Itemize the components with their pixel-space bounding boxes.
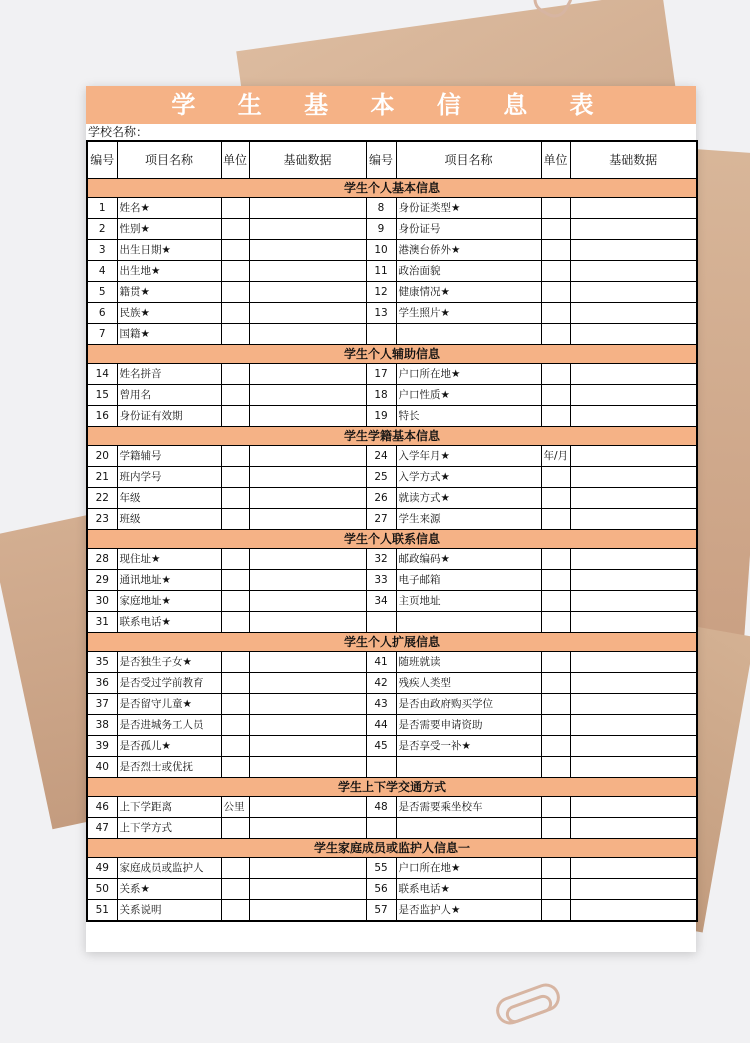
section-header bbox=[87, 778, 697, 797]
section-header bbox=[87, 839, 697, 858]
data-cell[interactable] bbox=[249, 509, 366, 530]
unit-cell[interactable] bbox=[221, 385, 249, 406]
item-name: 关系说明 bbox=[117, 900, 221, 922]
item-name: 是否受过学前教育 bbox=[117, 673, 221, 694]
unit-cell[interactable] bbox=[221, 858, 249, 879]
unit-cell[interactable] bbox=[541, 219, 570, 240]
row-number: 6 bbox=[87, 303, 117, 324]
data-cell[interactable] bbox=[570, 736, 697, 757]
unit-cell[interactable] bbox=[541, 198, 570, 219]
row-number: 32 bbox=[366, 549, 396, 570]
table-row bbox=[87, 467, 697, 488]
header-item: 项目名称 bbox=[396, 141, 541, 179]
row-number: 13 bbox=[366, 303, 396, 324]
unit-cell[interactable] bbox=[221, 467, 249, 488]
data-cell[interactable] bbox=[249, 219, 366, 240]
unit-cell[interactable] bbox=[221, 406, 249, 427]
item-name: 家庭地址★ bbox=[117, 591, 221, 612]
row-number: 40 bbox=[87, 757, 117, 778]
data-cell[interactable] bbox=[570, 198, 697, 219]
data-cell[interactable] bbox=[570, 303, 697, 324]
item-name: 是否由政府购买学位 bbox=[396, 694, 541, 715]
data-cell[interactable] bbox=[570, 673, 697, 694]
row-number: 23 bbox=[87, 509, 117, 530]
data-cell[interactable] bbox=[249, 879, 366, 900]
section-header bbox=[87, 427, 697, 446]
unit-cell[interactable] bbox=[541, 858, 570, 879]
section-title: 学生学籍基本信息 bbox=[87, 427, 697, 446]
item-name bbox=[396, 818, 541, 839]
row-number: 12 bbox=[366, 282, 396, 303]
data-cell[interactable] bbox=[249, 324, 366, 345]
table-body bbox=[87, 179, 697, 922]
unit-cell[interactable]: 年/月 bbox=[541, 446, 570, 467]
unit-cell[interactable] bbox=[221, 219, 249, 240]
row-number: 41 bbox=[366, 652, 396, 673]
unit-cell[interactable] bbox=[221, 240, 249, 261]
item-name: 上下学方式 bbox=[117, 818, 221, 839]
table-row bbox=[87, 797, 697, 818]
unit-cell[interactable] bbox=[221, 570, 249, 591]
item-name: 政治面貌 bbox=[396, 261, 541, 282]
item-name: 学生照片★ bbox=[396, 303, 541, 324]
unit-cell[interactable] bbox=[221, 303, 249, 324]
data-cell[interactable] bbox=[570, 879, 697, 900]
item-name: 是否监护人★ bbox=[396, 900, 541, 922]
section-header bbox=[87, 633, 697, 652]
item-name: 曾用名 bbox=[117, 385, 221, 406]
unit-cell[interactable] bbox=[221, 900, 249, 922]
header-unit: 单位 bbox=[221, 141, 249, 179]
unit-cell[interactable] bbox=[221, 549, 249, 570]
item-name: 是否烈士或优抚 bbox=[117, 757, 221, 778]
row-number: 21 bbox=[87, 467, 117, 488]
header-unit: 单位 bbox=[541, 141, 570, 179]
row-number: 5 bbox=[87, 282, 117, 303]
data-cell[interactable] bbox=[249, 900, 366, 922]
section-header bbox=[87, 345, 697, 364]
table-row bbox=[87, 509, 697, 530]
unit-cell[interactable] bbox=[541, 364, 570, 385]
data-cell[interactable] bbox=[570, 694, 697, 715]
table-row bbox=[87, 612, 697, 633]
row-number bbox=[366, 757, 396, 778]
row-number: 3 bbox=[87, 240, 117, 261]
table-row bbox=[87, 818, 697, 839]
item-name bbox=[396, 757, 541, 778]
unit-cell[interactable] bbox=[541, 282, 570, 303]
item-name: 是否需要乘坐校车 bbox=[396, 797, 541, 818]
unit-cell[interactable] bbox=[221, 612, 249, 633]
data-cell[interactable] bbox=[570, 324, 697, 345]
item-name: 入学年月★ bbox=[396, 446, 541, 467]
row-number: 24 bbox=[366, 446, 396, 467]
data-cell[interactable] bbox=[249, 446, 366, 467]
data-cell[interactable] bbox=[570, 591, 697, 612]
item-name: 电子邮箱 bbox=[396, 570, 541, 591]
item-name: 学生来源 bbox=[396, 509, 541, 530]
unit-cell[interactable] bbox=[541, 488, 570, 509]
item-name: 关系★ bbox=[117, 879, 221, 900]
data-cell[interactable] bbox=[570, 261, 697, 282]
table-row bbox=[87, 303, 697, 324]
header-num: 编号 bbox=[87, 141, 117, 179]
table-row bbox=[87, 198, 697, 219]
unit-cell[interactable] bbox=[541, 673, 570, 694]
row-number: 1 bbox=[87, 198, 117, 219]
data-cell[interactable] bbox=[249, 303, 366, 324]
item-name: 籍贯★ bbox=[117, 282, 221, 303]
data-cell[interactable] bbox=[249, 406, 366, 427]
item-name: 姓名★ bbox=[117, 198, 221, 219]
table-row bbox=[87, 282, 697, 303]
header-num: 编号 bbox=[366, 141, 396, 179]
table-row bbox=[87, 488, 697, 509]
row-number: 19 bbox=[366, 406, 396, 427]
unit-cell[interactable] bbox=[221, 591, 249, 612]
unit-cell[interactable] bbox=[541, 549, 570, 570]
unit-cell[interactable] bbox=[541, 324, 570, 345]
item-name bbox=[396, 612, 541, 633]
section-header bbox=[87, 179, 697, 198]
table-row bbox=[87, 736, 697, 757]
row-number: 50 bbox=[87, 879, 117, 900]
item-name: 随班就读 bbox=[396, 652, 541, 673]
item-name: 年级 bbox=[117, 488, 221, 509]
row-number bbox=[366, 612, 396, 633]
data-cell[interactable] bbox=[249, 467, 366, 488]
unit-cell[interactable] bbox=[221, 652, 249, 673]
row-number: 33 bbox=[366, 570, 396, 591]
unit-cell[interactable] bbox=[541, 509, 570, 530]
row-number: 26 bbox=[366, 488, 396, 509]
table-row bbox=[87, 240, 697, 261]
item-name: 是否独生子女★ bbox=[117, 652, 221, 673]
section-title: 学生上下学交通方式 bbox=[87, 778, 697, 797]
item-name: 上下学距离 bbox=[117, 797, 221, 818]
row-number: 47 bbox=[87, 818, 117, 839]
item-name: 出生地★ bbox=[117, 261, 221, 282]
table-row bbox=[87, 858, 697, 879]
unit-cell[interactable] bbox=[221, 715, 249, 736]
unit-cell[interactable] bbox=[541, 385, 570, 406]
row-number: 10 bbox=[366, 240, 396, 261]
unit-cell[interactable] bbox=[221, 261, 249, 282]
section-title: 学生个人扩展信息 bbox=[87, 633, 697, 652]
item-name bbox=[396, 324, 541, 345]
table-row bbox=[87, 900, 697, 922]
table-row bbox=[87, 715, 697, 736]
table-row bbox=[87, 446, 697, 467]
item-name: 学籍辅号 bbox=[117, 446, 221, 467]
data-cell[interactable] bbox=[570, 652, 697, 673]
unit-cell[interactable] bbox=[221, 324, 249, 345]
data-cell[interactable] bbox=[249, 240, 366, 261]
data-cell[interactable] bbox=[570, 818, 697, 839]
row-number: 22 bbox=[87, 488, 117, 509]
item-name: 就读方式★ bbox=[396, 488, 541, 509]
info-sheet bbox=[86, 86, 696, 952]
row-number: 42 bbox=[366, 673, 396, 694]
unit-cell[interactable] bbox=[541, 757, 570, 778]
row-number: 8 bbox=[366, 198, 396, 219]
item-name: 联系电话★ bbox=[396, 879, 541, 900]
item-name: 健康情况★ bbox=[396, 282, 541, 303]
unit-cell[interactable] bbox=[221, 736, 249, 757]
data-cell[interactable] bbox=[570, 467, 697, 488]
data-cell[interactable] bbox=[249, 612, 366, 633]
section-title: 学生家庭成员或监护人信息一 bbox=[87, 839, 697, 858]
row-number: 28 bbox=[87, 549, 117, 570]
table-row bbox=[87, 591, 697, 612]
unit-cell[interactable] bbox=[541, 694, 570, 715]
row-number: 39 bbox=[87, 736, 117, 757]
section-header bbox=[87, 530, 697, 549]
data-cell[interactable] bbox=[570, 900, 697, 922]
data-cell[interactable] bbox=[570, 757, 697, 778]
table-row bbox=[87, 385, 697, 406]
row-number: 51 bbox=[87, 900, 117, 922]
data-cell[interactable] bbox=[570, 715, 697, 736]
unit-cell[interactable] bbox=[541, 900, 570, 922]
table-row bbox=[87, 673, 697, 694]
header-row bbox=[87, 141, 697, 179]
data-cell[interactable] bbox=[249, 652, 366, 673]
item-name: 入学方式★ bbox=[396, 467, 541, 488]
item-name: 国籍★ bbox=[117, 324, 221, 345]
item-name: 家庭成员或监护人 bbox=[117, 858, 221, 879]
unit-cell[interactable] bbox=[221, 673, 249, 694]
data-cell[interactable] bbox=[570, 509, 697, 530]
row-number: 37 bbox=[87, 694, 117, 715]
row-number: 56 bbox=[366, 879, 396, 900]
item-name: 邮政编码★ bbox=[396, 549, 541, 570]
school-name-label: 学校名称： bbox=[88, 125, 149, 139]
item-name: 特长 bbox=[396, 406, 541, 427]
data-cell[interactable] bbox=[570, 282, 697, 303]
data-cell[interactable] bbox=[570, 549, 697, 570]
row-number: 4 bbox=[87, 261, 117, 282]
table-row bbox=[87, 364, 697, 385]
table-row bbox=[87, 406, 697, 427]
unit-cell[interactable] bbox=[541, 570, 570, 591]
data-cell[interactable] bbox=[570, 570, 697, 591]
data-cell[interactable] bbox=[249, 858, 366, 879]
data-cell[interactable] bbox=[249, 694, 366, 715]
item-name: 港澳台侨外★ bbox=[396, 240, 541, 261]
row-number: 15 bbox=[87, 385, 117, 406]
row-number: 25 bbox=[366, 467, 396, 488]
data-cell[interactable] bbox=[570, 219, 697, 240]
item-name: 是否孤儿★ bbox=[117, 736, 221, 757]
row-number: 16 bbox=[87, 406, 117, 427]
item-name: 通讯地址★ bbox=[117, 570, 221, 591]
data-cell[interactable] bbox=[570, 446, 697, 467]
data-cell[interactable] bbox=[249, 385, 366, 406]
section-title: 学生个人基本信息 bbox=[87, 179, 697, 198]
row-number: 17 bbox=[366, 364, 396, 385]
unit-cell[interactable] bbox=[221, 818, 249, 839]
unit-cell[interactable] bbox=[541, 797, 570, 818]
unit-cell[interactable] bbox=[541, 591, 570, 612]
unit-cell[interactable] bbox=[221, 364, 249, 385]
row-number: 57 bbox=[366, 900, 396, 922]
data-cell[interactable] bbox=[249, 673, 366, 694]
item-name: 出生日期★ bbox=[117, 240, 221, 261]
row-number: 35 bbox=[87, 652, 117, 673]
page-title: 学 生 基 本 信 息 表 bbox=[86, 86, 696, 124]
student-info-table bbox=[86, 140, 698, 922]
row-number: 55 bbox=[366, 858, 396, 879]
data-cell[interactable] bbox=[249, 757, 366, 778]
item-name: 身份证有效期 bbox=[117, 406, 221, 427]
unit-cell[interactable] bbox=[541, 467, 570, 488]
row-number: 44 bbox=[366, 715, 396, 736]
row-number: 38 bbox=[87, 715, 117, 736]
row-number: 14 bbox=[87, 364, 117, 385]
item-name: 身份证号 bbox=[396, 219, 541, 240]
row-number bbox=[366, 818, 396, 839]
table-row bbox=[87, 261, 697, 282]
row-number: 31 bbox=[87, 612, 117, 633]
item-name: 是否留守儿童★ bbox=[117, 694, 221, 715]
unit-cell[interactable] bbox=[221, 757, 249, 778]
unit-cell[interactable] bbox=[221, 198, 249, 219]
unit-cell[interactable] bbox=[541, 715, 570, 736]
table-row bbox=[87, 324, 697, 345]
data-cell[interactable] bbox=[249, 715, 366, 736]
data-cell[interactable] bbox=[570, 364, 697, 385]
data-cell[interactable] bbox=[570, 240, 697, 261]
section-title: 学生个人联系信息 bbox=[87, 530, 697, 549]
row-number: 2 bbox=[87, 219, 117, 240]
item-name: 班内学号 bbox=[117, 467, 221, 488]
data-cell[interactable] bbox=[249, 797, 366, 818]
item-name: 是否享受一补★ bbox=[396, 736, 541, 757]
unit-cell[interactable] bbox=[541, 736, 570, 757]
row-number: 34 bbox=[366, 591, 396, 612]
item-name: 户口所在地★ bbox=[396, 364, 541, 385]
data-cell[interactable] bbox=[249, 198, 366, 219]
data-cell[interactable] bbox=[249, 736, 366, 757]
unit-cell[interactable] bbox=[221, 879, 249, 900]
row-number: 36 bbox=[87, 673, 117, 694]
row-number bbox=[366, 324, 396, 345]
section-title: 学生个人辅助信息 bbox=[87, 345, 697, 364]
data-cell[interactable] bbox=[570, 406, 697, 427]
data-cell[interactable] bbox=[249, 549, 366, 570]
item-name: 民族★ bbox=[117, 303, 221, 324]
item-name: 残疾人类型 bbox=[396, 673, 541, 694]
item-name: 主页地址 bbox=[396, 591, 541, 612]
data-cell[interactable] bbox=[249, 261, 366, 282]
unit-cell[interactable] bbox=[541, 652, 570, 673]
data-cell[interactable] bbox=[249, 488, 366, 509]
row-number: 30 bbox=[87, 591, 117, 612]
unit-cell[interactable] bbox=[541, 240, 570, 261]
item-name: 身份证类型★ bbox=[396, 198, 541, 219]
data-cell[interactable] bbox=[249, 364, 366, 385]
table-row bbox=[87, 757, 697, 778]
row-number: 27 bbox=[366, 509, 396, 530]
data-cell[interactable] bbox=[570, 385, 697, 406]
unit-cell[interactable] bbox=[221, 446, 249, 467]
unit-cell[interactable] bbox=[541, 879, 570, 900]
data-cell[interactable] bbox=[249, 282, 366, 303]
unit-cell[interactable] bbox=[541, 818, 570, 839]
unit-cell[interactable] bbox=[541, 612, 570, 633]
item-name: 户口所在地★ bbox=[396, 858, 541, 879]
unit-cell[interactable] bbox=[221, 488, 249, 509]
row-number: 48 bbox=[366, 797, 396, 818]
item-name: 班级 bbox=[117, 509, 221, 530]
table-row bbox=[87, 219, 697, 240]
table-row bbox=[87, 570, 697, 591]
item-name: 户口性质★ bbox=[396, 385, 541, 406]
row-number: 20 bbox=[87, 446, 117, 467]
unit-cell[interactable] bbox=[541, 261, 570, 282]
data-cell[interactable] bbox=[570, 488, 697, 509]
unit-cell[interactable] bbox=[541, 303, 570, 324]
table-row bbox=[87, 694, 697, 715]
data-cell[interactable] bbox=[249, 570, 366, 591]
row-number: 29 bbox=[87, 570, 117, 591]
unit-cell[interactable] bbox=[221, 282, 249, 303]
item-name: 姓名拼音 bbox=[117, 364, 221, 385]
row-number: 11 bbox=[366, 261, 396, 282]
item-name: 现住址★ bbox=[117, 549, 221, 570]
row-number: 9 bbox=[366, 219, 396, 240]
row-number: 49 bbox=[87, 858, 117, 879]
header-data: 基础数据 bbox=[570, 141, 697, 179]
unit-cell[interactable]: 公里 bbox=[221, 797, 249, 818]
item-name: 是否需要申请资助 bbox=[396, 715, 541, 736]
data-cell[interactable] bbox=[249, 591, 366, 612]
unit-cell[interactable] bbox=[221, 694, 249, 715]
row-number: 45 bbox=[366, 736, 396, 757]
data-cell[interactable] bbox=[570, 797, 697, 818]
unit-cell[interactable] bbox=[221, 509, 249, 530]
item-name: 性别★ bbox=[117, 219, 221, 240]
table-row bbox=[87, 652, 697, 673]
item-name: 联系电话★ bbox=[117, 612, 221, 633]
row-number: 7 bbox=[87, 324, 117, 345]
data-cell[interactable] bbox=[570, 612, 697, 633]
row-number: 46 bbox=[87, 797, 117, 818]
row-number: 43 bbox=[366, 694, 396, 715]
data-cell[interactable] bbox=[249, 818, 366, 839]
item-name: 是否进城务工人员 bbox=[117, 715, 221, 736]
row-number: 18 bbox=[366, 385, 396, 406]
table-row bbox=[87, 549, 697, 570]
header-item: 项目名称 bbox=[117, 141, 221, 179]
header-data: 基础数据 bbox=[249, 141, 366, 179]
data-cell[interactable] bbox=[570, 858, 697, 879]
unit-cell[interactable] bbox=[541, 406, 570, 427]
table-row bbox=[87, 879, 697, 900]
